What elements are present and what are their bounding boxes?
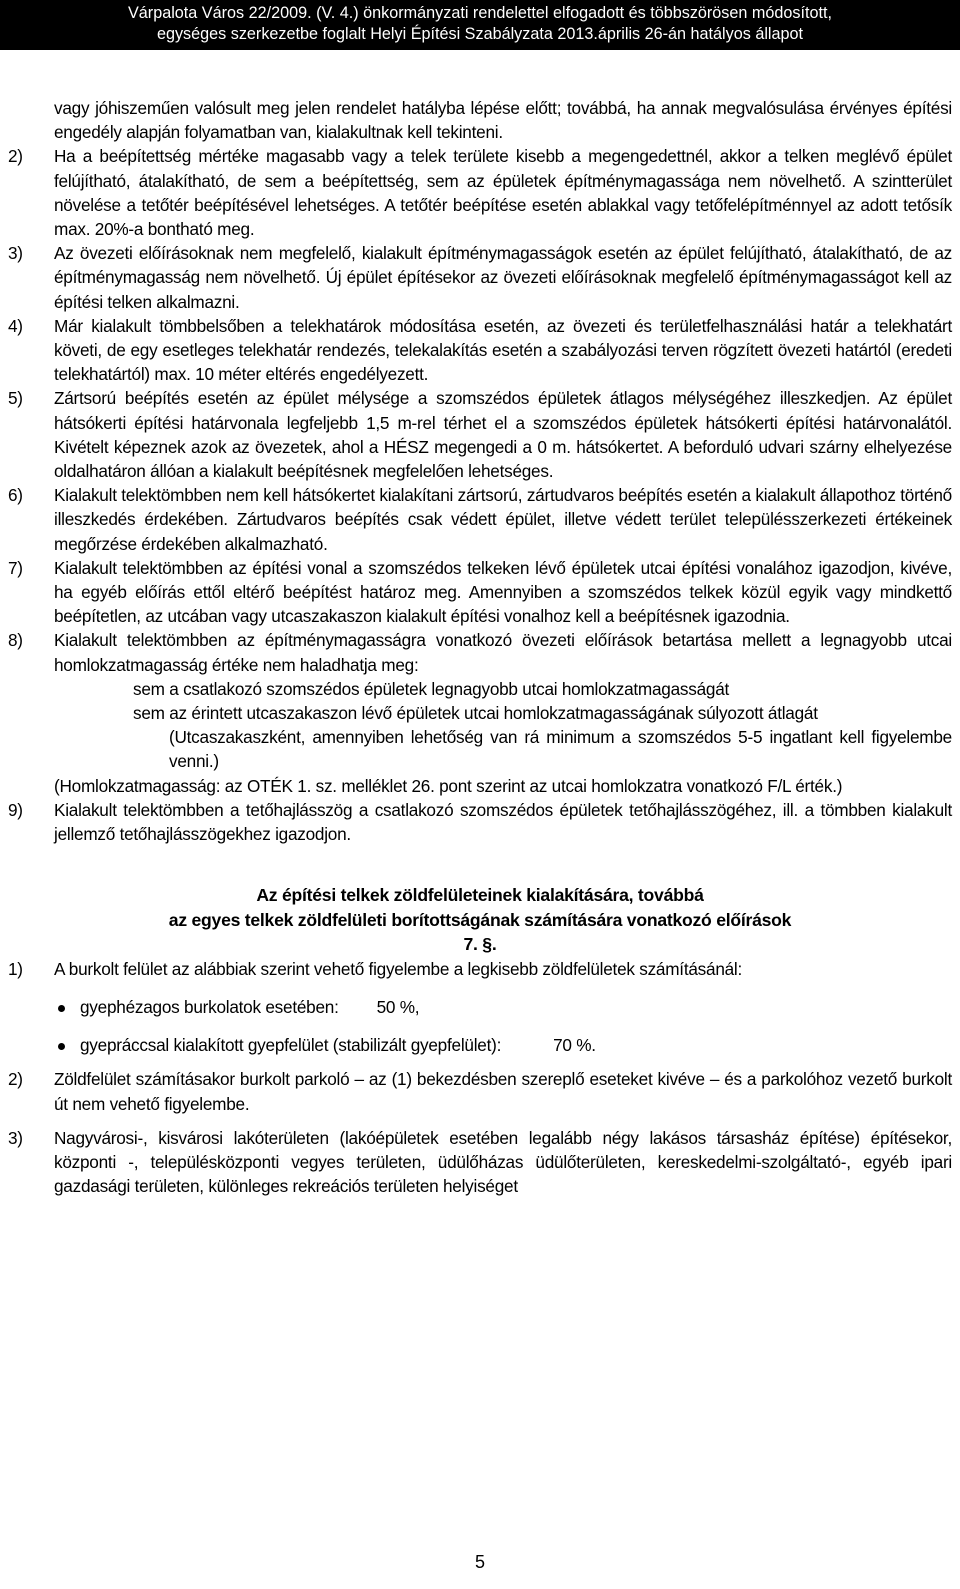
- document-header: [0, 0, 960, 50]
- section-title-1: Az építési telkek zöldfelületeinek kialakítására, továbbá: [256, 885, 704, 906]
- item-8-sub-2: sem az érintett utcaszakaszon lévő épületek utcai homlokzatmagasságának súlyozott átlagát: [133, 703, 818, 724]
- section-heading: [8, 883, 952, 957]
- item-text: Zöldfelület számításakor burkolt parkoló – az (1) bekezdésben szereplő eseteket kivéve – és a parkolóhoz vezető burkolt út nem vehető figyelembe.: [54, 1069, 952, 1114]
- document-body: [8, 96, 952, 1198]
- item-text: Ha a beépítettség mértéke magasabb vagy a telek területe kisebb a megengedettnél, akkor a telken meglévő épület felújítható, átalakítható, de sem a beépítettség, sem az épületek építménymagassága nem növelhető. A szintterület növelése a tetőtér beépítésével lehetséges. A tetőtér beépítése esetén ablakkal vagy tetőfelépítménnyel az adott tetősík max. 20%-a bontható meg.: [54, 146, 952, 240]
- bullet-item: [8, 995, 952, 1019]
- item-text: Kialakult telektömbben a tetőhajlásszög a csatlakozó szomszédos épületek tetőhajlásszögéhez, ill. a tömbben kialakult jellemző tetőhajlásszögekhez igazodjon.: [54, 799, 952, 845]
- item-5: [8, 386, 952, 483]
- item-3: [8, 241, 952, 314]
- section-title-2: az egyes telkek zöldfelületi borítottságának számítására vonatkozó előírások: [168, 909, 792, 930]
- bullet-label: gyephézagos burkolatok esetében:: [80, 997, 339, 1017]
- item-text: Zártsorú beépítés esetén az épület mélysége a szomszédos épületek átlagos mélységéhez illeszkedjen. Az épület hátsókerti építési határvonala legfeljebb 1,5 m-rel térhet el a szomszédos épületek hátsókerti építési határvonalától. Kivételt képeznek azok az övezetek, ahol a HÉSZ megengedi a 0 m. hátsókertet. A beforduló udvari szárny elhelyezése oldalhatáron állóan a kialakult beépítésnek megfelelően lehetséges.: [54, 388, 952, 482]
- item-text: Már kialakult tömbbelsőben a telekhatárok módosítása esetén, az övezeti és területfelhasználási határ a telekhatárt követi, de egy esetleges telekhatár rendezés, telekalakítás esetén a szabályozási terven rögzített övezeti határtól (eredeti telekhatártól) max. 10 méter eltérés engedélyezett.: [54, 315, 952, 385]
- s7-item-3: [8, 1126, 952, 1199]
- item-number: 3): [8, 1127, 23, 1148]
- bullet-item: [8, 1033, 952, 1057]
- item-4: [8, 314, 952, 387]
- item-number: 9): [8, 799, 23, 820]
- item-7: [8, 556, 952, 629]
- page-number: 5: [474, 1552, 485, 1572]
- intro-paragraph: vagy jóhiszeműen valósult meg jelen rendelet hatályba lépése előtt; továbbá, ha annak megvalósulása érvényes építési engedély alapján folyamatban van, kialakultnak kell tekinteni.: [54, 98, 952, 143]
- item-text: Kialakult telektömbben az építménymagasságra vonatkozó övezeti előírások betartása mellett a legnagyobb utcai homlokzatmagasság értéke nem haladhatja meg:: [54, 630, 952, 675]
- header-line-1: Várpalota Város 22/2009. (V. 4.) önkormányzati rendelettel elfogadott és többszörösen módosított,: [128, 4, 832, 22]
- item-number: 3): [8, 243, 23, 264]
- item-number: 7): [8, 557, 23, 578]
- item-number: 4): [8, 315, 23, 336]
- item-8-note: (Homlokzatmagasság: az OTÉK 1. sz. melléklet 26. pont szerint az utcai homlokzatra vonatkozó F/L érték.): [54, 775, 843, 796]
- bullet-icon: [58, 1005, 65, 1012]
- s7-item-1: [8, 957, 952, 981]
- item-9: [8, 798, 952, 846]
- header-line-2: egységes szerkezetbe foglalt Helyi Építési Szabályzata 2013.április 26-án hatályos állapot: [156, 25, 804, 43]
- item-number: 5): [8, 388, 23, 409]
- item-number: 8): [8, 630, 23, 651]
- item-6: [8, 483, 952, 556]
- item-number: 1): [8, 958, 23, 979]
- item-number: 2): [8, 1069, 23, 1090]
- item-text: Nagyvárosi-, kisvárosi lakóterületen (lakóépületek esetében legalább négy lakásos társasház építése) építésekor, központi -, településközponti vegyes területen, üdülőházas üdülőterületen, kereskedelmi-szolgáltató-, egyéb ipari gazdasági területen, különleges rekreációs területen helyiséget: [54, 1127, 952, 1197]
- bullet-value: 70 %.: [553, 1035, 596, 1056]
- item-text: A burkolt felület az alábbiak szerint vehető figyelembe a legkisebb zöldfelületek számításánál:: [54, 958, 743, 979]
- item-text: Kialakult telektömbben nem kell hátsókertet kialakítani zártsorú, zártudvaros beépítés esetén a kialakult állapothoz történő illeszkedés érdekében. Zártudvaros beépítés csak védett épület, illetve védett terület településszerkezeti értékeinek megőrzése érdekében alkalmazható.: [54, 485, 952, 554]
- item-text: Az övezeti előírásoknak nem megfelelő, kialakult építménymagasságok esetén az épület felújítható, átalakítható, de az építménymagasság nem növelhető. Új épület építésekor az övezeti előírásoknak megfelelő építménymagasságot kell az építési telken alkalmazni.: [54, 243, 952, 312]
- bullet-value: 50 %,: [376, 997, 420, 1017]
- item-number: 2): [8, 146, 23, 167]
- item-8-sub-3: (Utcaszakaszként, amennyiben lehetőség van rá minimum a szomszédos 5-5 ingatlant kell figyelembe venni.): [169, 727, 952, 772]
- section-number: 7. §.: [463, 934, 497, 955]
- item-8-sub-1: sem a csatlakozó szomszédos épületek legnagyobb utcai homlokzatmagasságát: [133, 678, 730, 699]
- item-8: [8, 628, 952, 676]
- bullet-label: gyepráccsal kialakított gyepfelület (stabilizált gyepfelület):: [80, 1035, 502, 1056]
- item-2: [8, 144, 952, 241]
- bullet-icon: [58, 1043, 65, 1050]
- item-number: 6): [8, 485, 23, 506]
- s7-item-2: [8, 1067, 952, 1115]
- item-text: Kialakult telektömbben az építési vonal a szomszédos telkeken lévő épületek utcai építési vonalához igazodjon, kivéve, ha egyéb előírás ettől eltérő beépítést határoz meg. Amennyiben a szomszédos telkek közül egyik vagy mindkettő beépítetlen, az utcában vagy utcaszakaszon kialakult építési vonalhoz kell a beépítésnek igazodnia.: [54, 557, 952, 627]
